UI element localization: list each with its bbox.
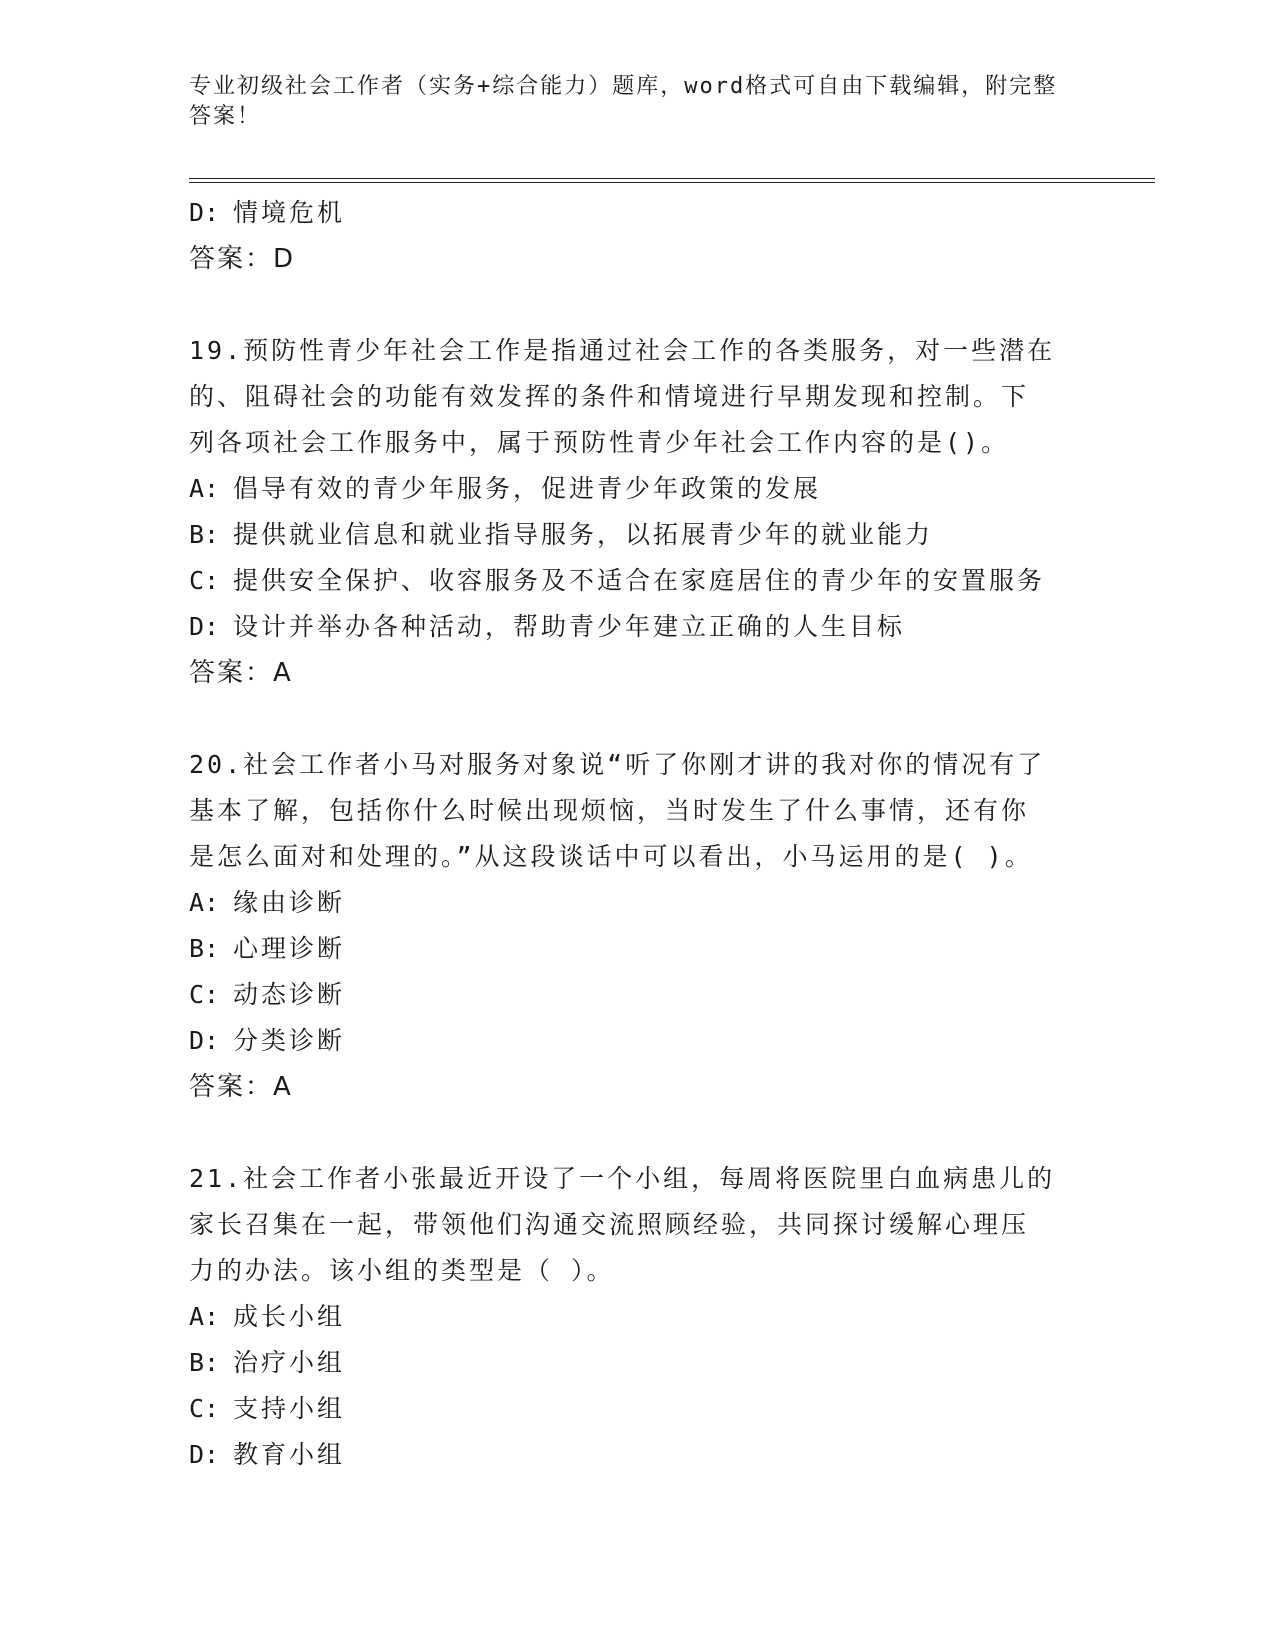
option-a [189, 1294, 1089, 1340]
document-content [189, 190, 1089, 1478]
answer-line: 答案：A [189, 1072, 293, 1102]
option-prefix: D: [189, 198, 220, 227]
option-text: 提供安全保护、收容服务及不适合在家庭居住的青少年的安置服务 [233, 566, 1046, 595]
option-prefix: C: [189, 980, 220, 1009]
option-text: 情境危机 [233, 198, 346, 227]
answer-line: 答案：A [189, 658, 293, 688]
option-text: 成长小组 [233, 1302, 346, 1331]
option-prefix: B: [189, 520, 220, 549]
option-b [189, 512, 1089, 558]
option-prefix: A: [189, 474, 220, 503]
option-prefix: C: [189, 566, 220, 595]
page-header [189, 72, 1089, 132]
option-prefix: C: [189, 1394, 220, 1423]
option-text: 缘由诊断 [233, 888, 346, 917]
option-text: 倡导有效的青少年服务，促进青少年政策的发展 [233, 474, 822, 503]
question-text-line: 列各项社会工作服务中，属于预防性青少年社会工作内容的是()。 [189, 428, 1010, 457]
question-21 [189, 1156, 1089, 1478]
answer-line: 答案：D [189, 244, 296, 274]
question-text-line: 的、阻碍社会的功能有效发挥的条件和情境进行早期发现和控制。下 [189, 382, 1030, 411]
question-text-line: 19.预防性青少年社会工作是指通过社会工作的各类服务，对一些潜在 [189, 336, 1056, 365]
question-20 [189, 742, 1089, 1110]
spacer [189, 1110, 1089, 1156]
question-text-line: 20.社会工作者小马对服务对象说“听了你刚才讲的我对你的情况有了 [189, 750, 1046, 779]
question-19 [189, 328, 1089, 696]
option-text: 心理诊断 [233, 934, 346, 963]
option-prefix: B: [189, 1348, 220, 1377]
option-text: 分类诊断 [233, 1026, 346, 1055]
option-d [189, 190, 1089, 236]
option-prefix: A: [189, 888, 220, 917]
option-b [189, 1340, 1089, 1386]
option-d [189, 604, 1089, 650]
option-c [189, 972, 1089, 1018]
option-prefix: A: [189, 1302, 220, 1331]
option-prefix: D: [189, 612, 220, 641]
option-c [189, 1386, 1089, 1432]
option-text: 动态诊断 [233, 980, 346, 1009]
spacer [189, 282, 1089, 328]
option-d [189, 1018, 1089, 1064]
option-c [189, 558, 1089, 604]
header-divider-bottom [189, 182, 1155, 183]
option-d [189, 1432, 1089, 1478]
option-b [189, 926, 1089, 972]
option-prefix: D: [189, 1026, 220, 1055]
question-text-line: 家长召集在一起，带领他们沟通交流照顾经验，共同探讨缓解心理压 [189, 1210, 1030, 1239]
option-text: 教育小组 [233, 1440, 346, 1469]
question-text-line: 21.社会工作者小张最近开设了一个小组，每周将医院里白血病患儿的 [189, 1164, 1056, 1193]
spacer [189, 696, 1089, 742]
option-prefix: B: [189, 934, 220, 963]
option-text: 支持小组 [233, 1394, 346, 1423]
header-divider-top [189, 178, 1155, 179]
header-line-1: 专业初级社会工作者（实务+综合能力）题库，word格式可自由下载编辑，附完整 [189, 74, 1058, 99]
header-line-2: 答案！ [189, 104, 262, 129]
option-prefix: D: [189, 1440, 220, 1469]
option-a [189, 880, 1089, 926]
question-text-line: 基本了解，包括你什么时候出现烦恼，当时发生了什么事情，还有你 [189, 796, 1030, 825]
option-text: 治疗小组 [233, 1348, 346, 1377]
option-text: 提供就业信息和就业指导服务，以拓展青少年的就业能力 [233, 520, 934, 549]
option-a [189, 466, 1089, 512]
question-text-line: 是怎么面对和处理的。”从这段谈话中可以看出，小马运用的是( )。 [189, 842, 1033, 871]
question-18-tail [189, 190, 1089, 282]
question-text-line: 力的办法。该小组的类型是（ ）。 [189, 1256, 615, 1285]
option-text: 设计并举办各种活动，帮助青少年建立正确的人生目标 [233, 612, 906, 641]
